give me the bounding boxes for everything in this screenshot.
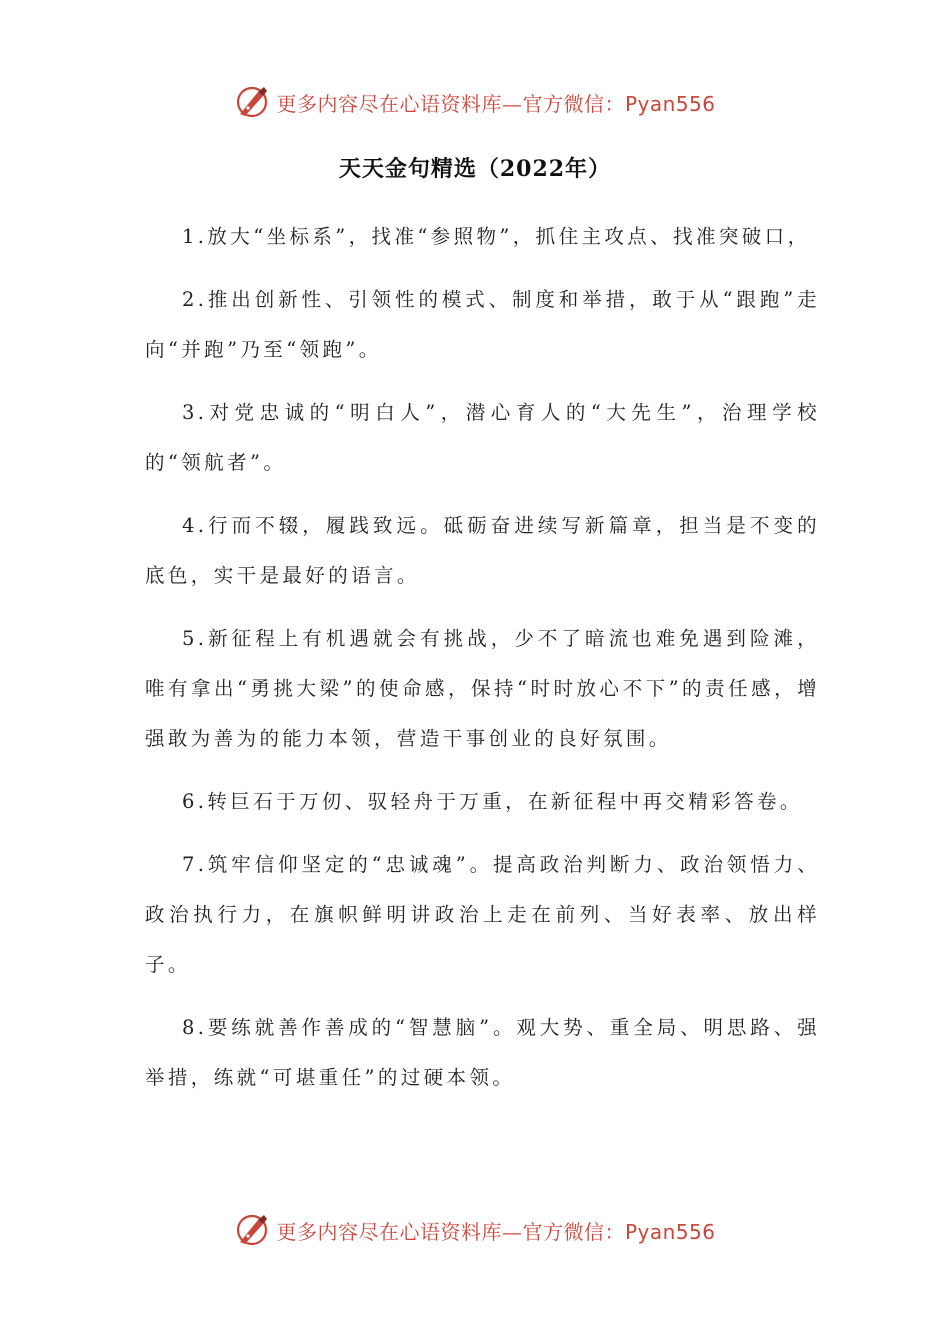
footer-banner-text: 更多内容尽在心语资料库—官方微信：Pyan556 bbox=[276, 1219, 716, 1244]
quote-item: 6.转巨石于万仞、驭轻舟于万重，在新征程中再交精彩答卷。 bbox=[182, 790, 803, 813]
quote-item: 1.放大“坐标系”，找准“参照物”，抓住主攻点、找准突破口， bbox=[182, 225, 811, 248]
quote-list bbox=[145, 212, 820, 1116]
footer-wechat-id: Pyan556 bbox=[624, 1219, 716, 1244]
header-banner-text: 更多内容尽在心语资料库—官方微信：Pyan556 bbox=[276, 91, 716, 116]
quote-item: 2.推出创新性、引领性的模式、制度和举措，敢于从“跟跑”走向“并跑”乃至“领跑”。 bbox=[145, 288, 820, 361]
header-wechat-id: Pyan556 bbox=[624, 91, 716, 116]
quote-item: 3.对党忠诚的“明白人”，潜心育人的“大先生”，治理学校的“领航者”。 bbox=[145, 401, 820, 474]
quote-item: 5.新征程上有机遇就会有挑战，少不了暗流也难免遇到险滩，唯有拿出“勇挑大梁”的使命感，保持“时时放心不下”的责任感，增强敢为善为的能力本领，营造干事创业的良好氛围。 bbox=[145, 627, 820, 750]
quote-item: 7.筑牢信仰坚定的“忠诚魂”。提高政治判断力、政治领悟力、政治执行力，在旗帜鲜明讲政治上走在前列、当好表率、放出样子。 bbox=[145, 853, 820, 976]
quote-item: 8.要练就善作善成的“智慧脑”。观大势、重全局、明思路、强举措，练就“可堪重任”的过硬本领。 bbox=[145, 1016, 820, 1089]
quote-item: 4.行而不辍，履践致远。砥砺奋进续写新篇章，担当是不变的底色，实干是最好的语言。 bbox=[145, 514, 820, 587]
footer-banner bbox=[0, 1210, 950, 1250]
page-title: 天天金句精选（2022年） bbox=[338, 156, 612, 182]
pen-nib-circle-icon bbox=[234, 1212, 270, 1248]
header-banner bbox=[0, 82, 950, 122]
pen-nib-circle-icon bbox=[234, 84, 270, 120]
